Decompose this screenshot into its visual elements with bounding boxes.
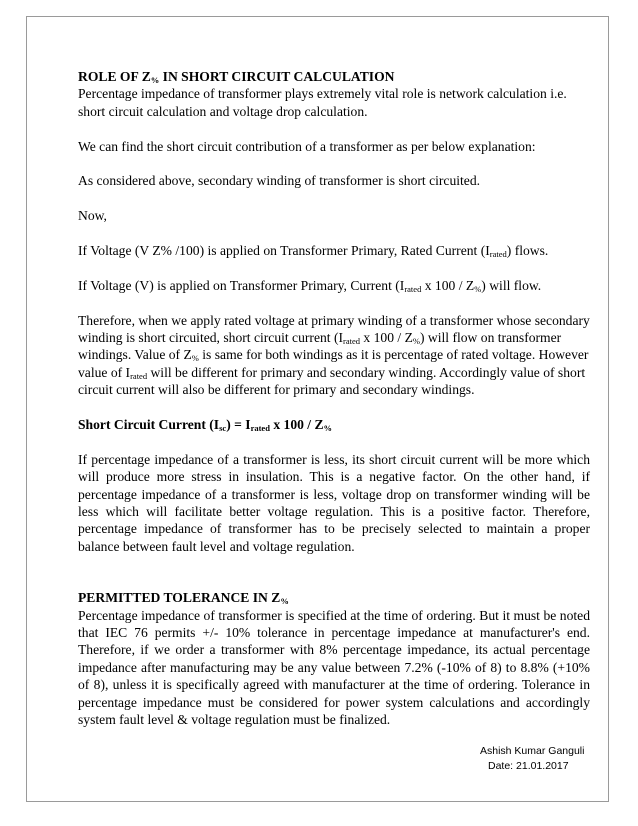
formula-short-circuit-current: Short Circuit Current $(I_{sc}) = I_{rated}$ x $100 / Z_{\%}$ (78, 417, 333, 434)
paragraph-if-voltage-vz: If Voltage (V Z% /100) is applied on Transformer Primary, Rated Current $(I_{rated})$ flows. (78, 243, 549, 259)
paragraph-if-voltage-v: If Voltage (V) is applied on Transformer Primary, Current ($I_{rated}$ x $100 / Z_{\%}$) will flow. (78, 277, 542, 294)
paragraph-find: We can find the short circuit contribution of a transformer as per below explanation: (78, 138, 536, 154)
section-heading-role-of-z: ROLE OF $Z_{\%}$ IN SHORT CIRCUIT CALCULATION (78, 69, 395, 85)
paragraph-therefore: Therefore, when we apply rated voltage at primary winding of a transformer whose secondary winding is short circuited, short circuit current ($I_{rated}$ x $100 / Z_{\%}$) will flow on transformer windings. Value of $Z_{\%}$ is same for both windings as it is percentage of rated voltage. However value of $I_{rated}$ will be different for primary and secondary winding. Accordingly value of short circuit current will also be different for primary and secondary windings. (78, 312, 590, 398)
author-name: Ashish Kumar Ganguli (480, 745, 585, 757)
signature-block (480, 744, 584, 774)
document-date: Date: 21.01.2017 (488, 760, 569, 772)
paragraph-considered: As considered above, secondary winding of transformer is short circuited. (78, 173, 481, 189)
paragraph-impedance-tradeoff: If percentage impedance of a transformer is less, its short circuit current will be more which will produce more stress in insulation. This is a negative factor. On the other hand, if percentage impedance of a transformer is less, voltage drop on transformer winding will be less which will facilitate better voltage regulation. This is a positive factor. Therefore, percentage impedance of transformer has to be precisely selected to maintain a proper balance between fault level and voltage regulation. (78, 451, 590, 554)
section-heading-permitted-tolerance: PERMITTED TOLERANCE IN $Z_{\%}$ (78, 590, 289, 607)
intro-paragraph: Percentage impedance of transformer plays extremely vital role is network calculation i.e. short circuit calculation and voltage drop calculation. (78, 86, 567, 119)
paragraph-tolerance: Percentage impedance of transformer is specified at the time of ordering. But it must be noted that IEC 76 permits +/- 10% tolerance in percentage impedance at manufacturer's end. Therefore, if we order a transformer with 8% percentage impedance, its actual percentage impedance after manufacturing may be any value between 7.2% (-10% of 8) to 8.8% (+10% of 8), unless it is specifically agreed with manufacturer at the time of ordering. Tolerance in percentage impedance must be considered for power system calculations and accordingly system fault level & voltage regulation must be finalized. (78, 607, 590, 728)
paragraph-now: Now, (78, 208, 107, 224)
document-body (78, 68, 590, 729)
